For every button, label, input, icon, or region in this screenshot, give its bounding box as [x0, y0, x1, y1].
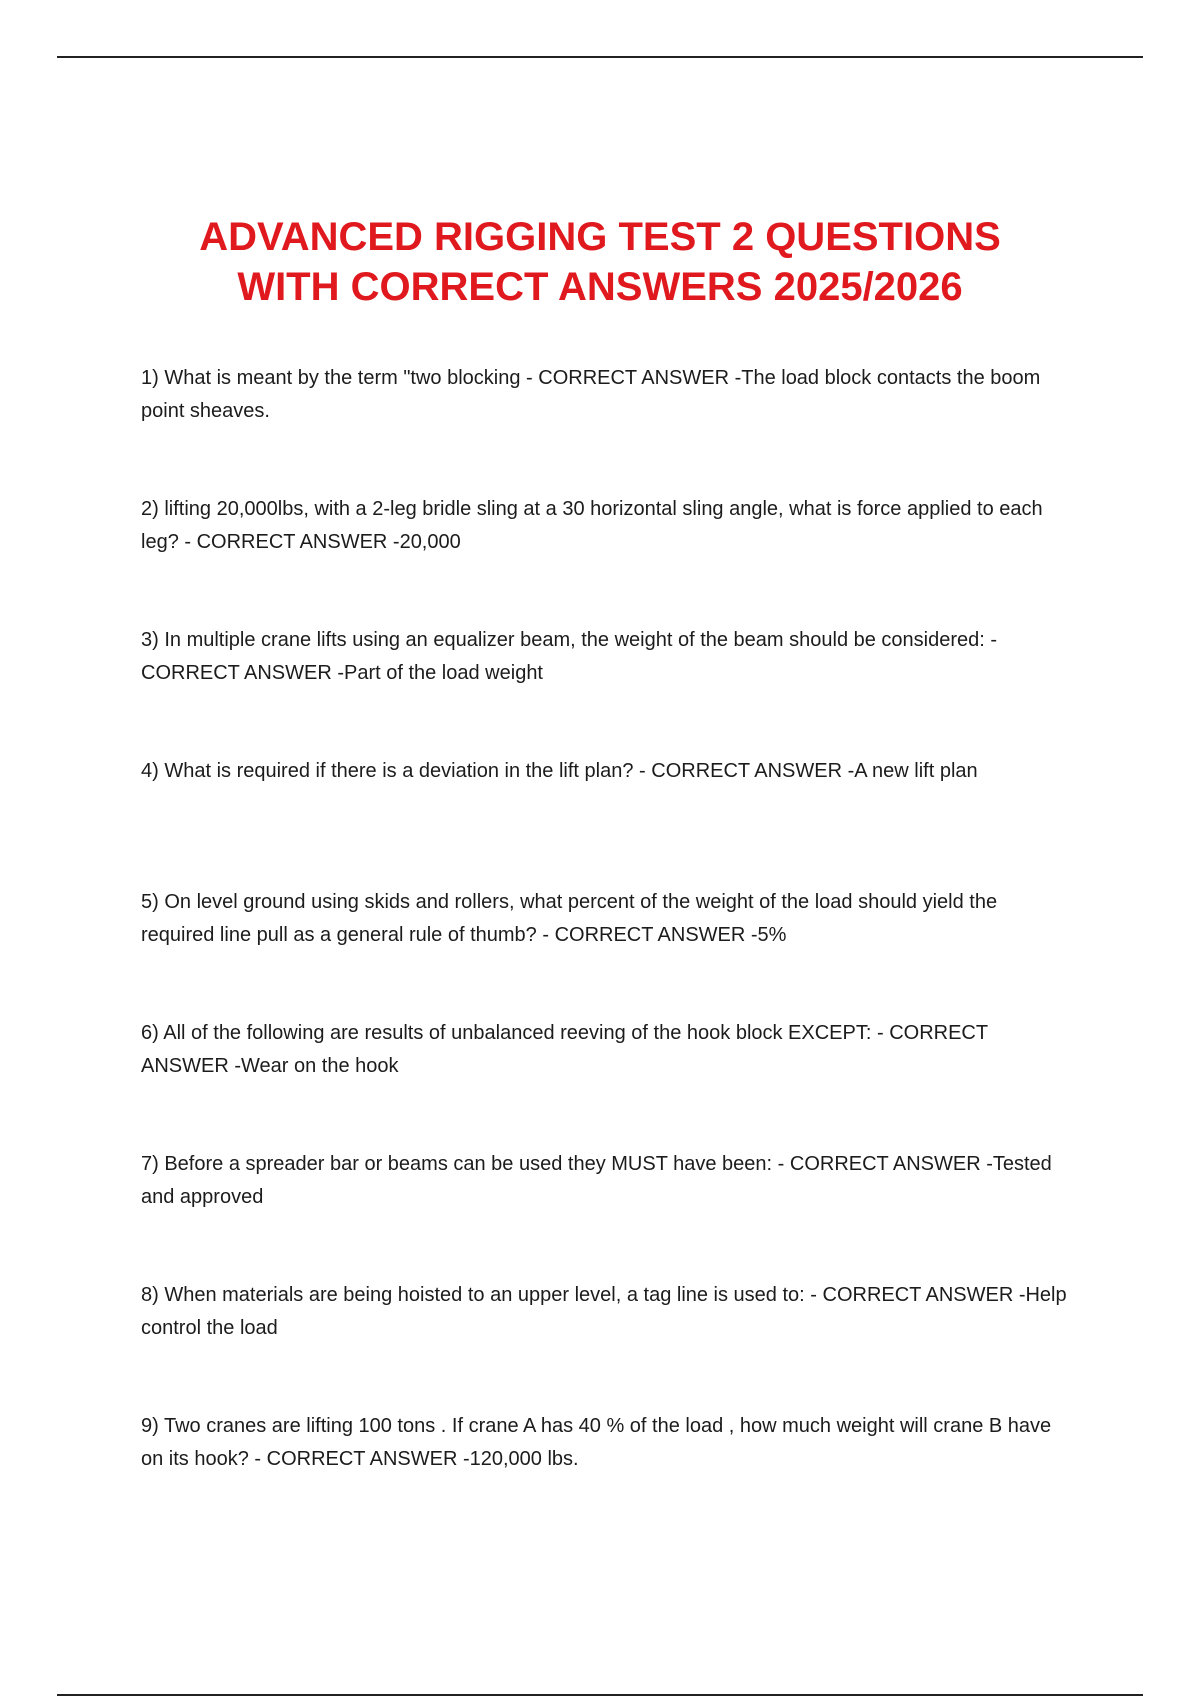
- document-title: [120, 212, 1080, 312]
- title-line-1: ADVANCED RIGGING TEST 2 QUESTIONS: [199, 215, 1001, 259]
- question-item-9: 9) Two cranes are lifting 100 tons . If crane A has 40 % of the load , how much weight will crane B have on its hook? - CORRECT ANSWER -120,000 lbs.: [141, 1415, 1052, 1470]
- title-line-2: WITH CORRECT ANSWERS 2025/2026: [237, 265, 963, 309]
- question-item-6: 6) All of the following are results of unbalanced reeving of the hook block EXCEPT: - CORRECT ANSWER -Wear on the hook: [141, 1022, 988, 1077]
- question-item-3: 3) In multiple crane lifts using an equalizer beam, the weight of the beam should be considered: - CORRECT ANSWER -Part of the load weight: [141, 629, 998, 684]
- header-rule: [57, 56, 1143, 58]
- question-item-7: 7) Before a spreader bar or beams can be used they MUST have been: - CORRECT ANSWER -Tested and approved: [141, 1153, 1052, 1208]
- question-item-4: 4) What is required if there is a deviation in the lift plan? - CORRECT ANSWER -A new lift plan: [141, 760, 978, 782]
- question-list: [141, 362, 1071, 1541]
- footer-rule: [57, 1694, 1143, 1696]
- question-item-8: 8) When materials are being hoisted to an upper level, a tag line is used to: - CORRECT ANSWER -Help control the load: [141, 1284, 1067, 1339]
- question-item-5: 5) On level ground using skids and rollers, what percent of the weight of the load should yield the required line pull as a general rule of thumb? - CORRECT ANSWER -5%: [141, 891, 998, 946]
- question-item-1: 1) What is meant by the term "two blocking - CORRECT ANSWER -The load block contacts the boom point sheaves.: [141, 367, 1041, 422]
- question-item-2: 2) lifting 20,000lbs, with a 2-leg bridle sling at a 30 horizontal sling angle, what is force applied to each leg? - CORRECT ANSWER -20,000: [141, 498, 1043, 553]
